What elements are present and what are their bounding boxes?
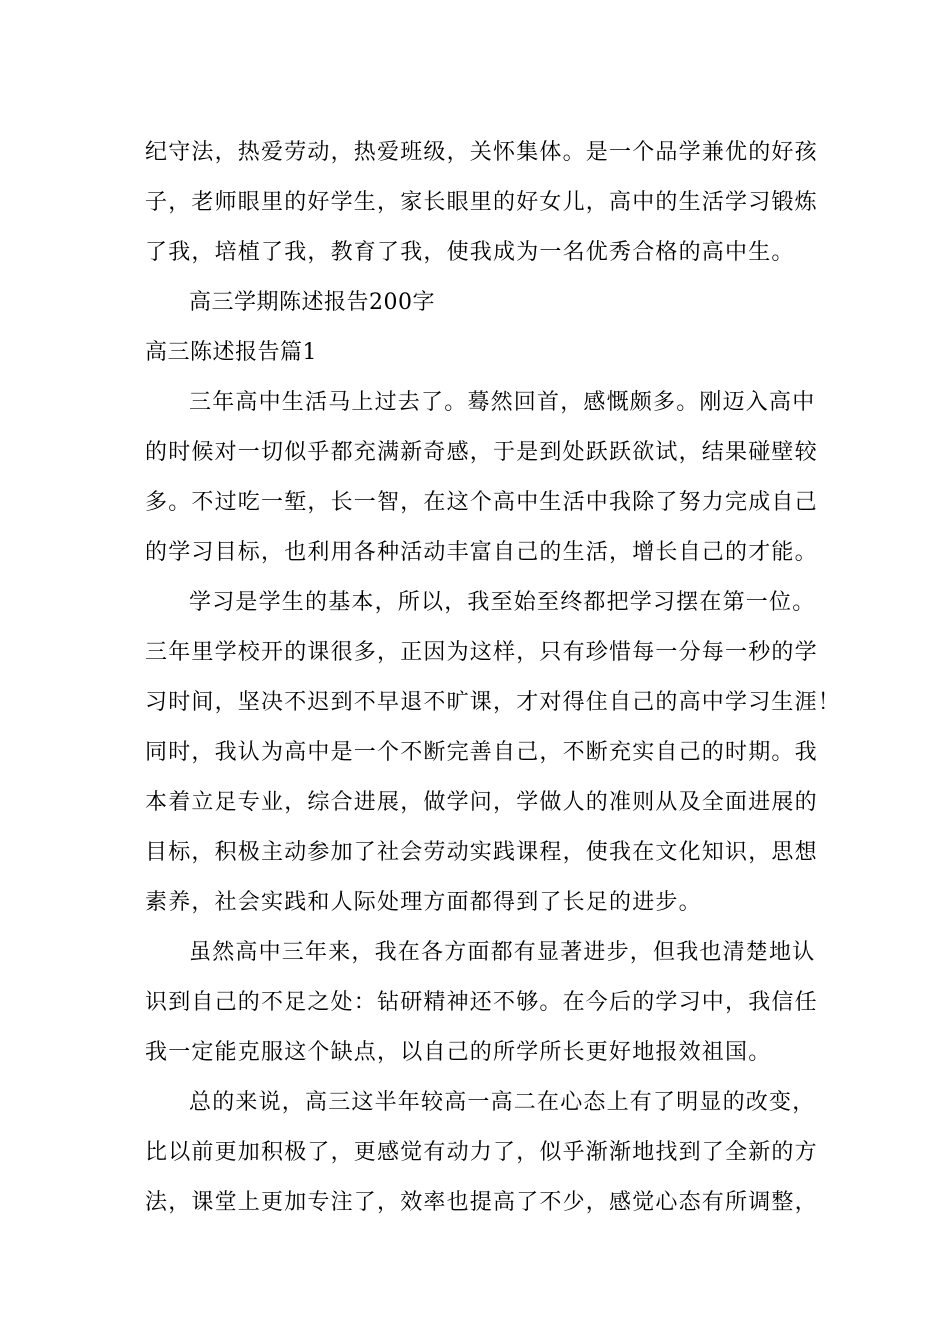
text-line: 法，课堂上更加专注了，效率也提高了不少，感觉心态有所调整， xyxy=(145,1190,818,1215)
text-line: 纪守法，热爱劳动，热爱班级，关怀集体。是一个品学兼优的好孩 xyxy=(145,140,818,165)
article-heading: 高三陈述报告篇1 xyxy=(145,340,317,365)
text-line: 的学习目标，也利用各种活动丰富自己的生活，增长自己的才能。 xyxy=(145,540,818,565)
text-line: 总的来说，高三这半年较高一高二在心态上有了明显的改变， xyxy=(189,1090,816,1115)
document-page xyxy=(145,128,842,1228)
text-line: 习时间，坚决不迟到不早退不旷课，才对得住自己的高中学习生涯！ xyxy=(145,690,842,715)
text-line: 同时，我认为高中是一个不断完善自己，不断充实自己的时期。我 xyxy=(145,740,818,765)
section-title: 高三学期陈述报告200字 xyxy=(189,290,435,315)
text-line: 子，老师眼里的好学生，家长眼里的好女儿，高中的生活学习锻炼 xyxy=(145,190,818,215)
text-line: 三年高中生活马上过去了。蓦然回首，感慨颇多。刚迈入高中 xyxy=(189,390,816,415)
text-line: 学习是学生的基本，所以，我至始至终都把学习摆在第一位。 xyxy=(189,590,816,615)
text-line: 我一定能克服这个缺点，以自己的所学所长更好地报效祖国。 xyxy=(145,1040,772,1065)
text-line: 多。不过吃一堑，长一智，在这个高中生活中我除了努力完成自己 xyxy=(145,490,818,515)
text-line: 素养，社会实践和人际处理方面都得到了长足的进步。 xyxy=(145,890,702,915)
text-line: 本着立足专业，综合进展，做学问，学做人的准则从及全面进展的 xyxy=(145,790,818,815)
text-line: 比以前更加积极了，更感觉有动力了，似乎渐渐地找到了全新的方 xyxy=(145,1140,818,1165)
text-line: 目标，积极主动参加了社会劳动实践课程，使我在文化知识，思想 xyxy=(145,840,818,865)
text-line: 识到自己的不足之处：钻研精神还不够。在今后的学习中，我信任 xyxy=(145,990,818,1015)
text-line: 了我，培植了我，教育了我，使我成为一名优秀合格的高中生。 xyxy=(145,240,795,265)
text-line: 的时候对一切似乎都充满新奇感，于是到处跃跃欲试，结果碰壁较 xyxy=(145,440,818,465)
text-line: 虽然高中三年来，我在各方面都有显著进步，但我也清楚地认 xyxy=(189,940,816,965)
text-line: 三年里学校开的课很多，正因为这样，只有珍惜每一分每一秒的学 xyxy=(145,640,818,665)
